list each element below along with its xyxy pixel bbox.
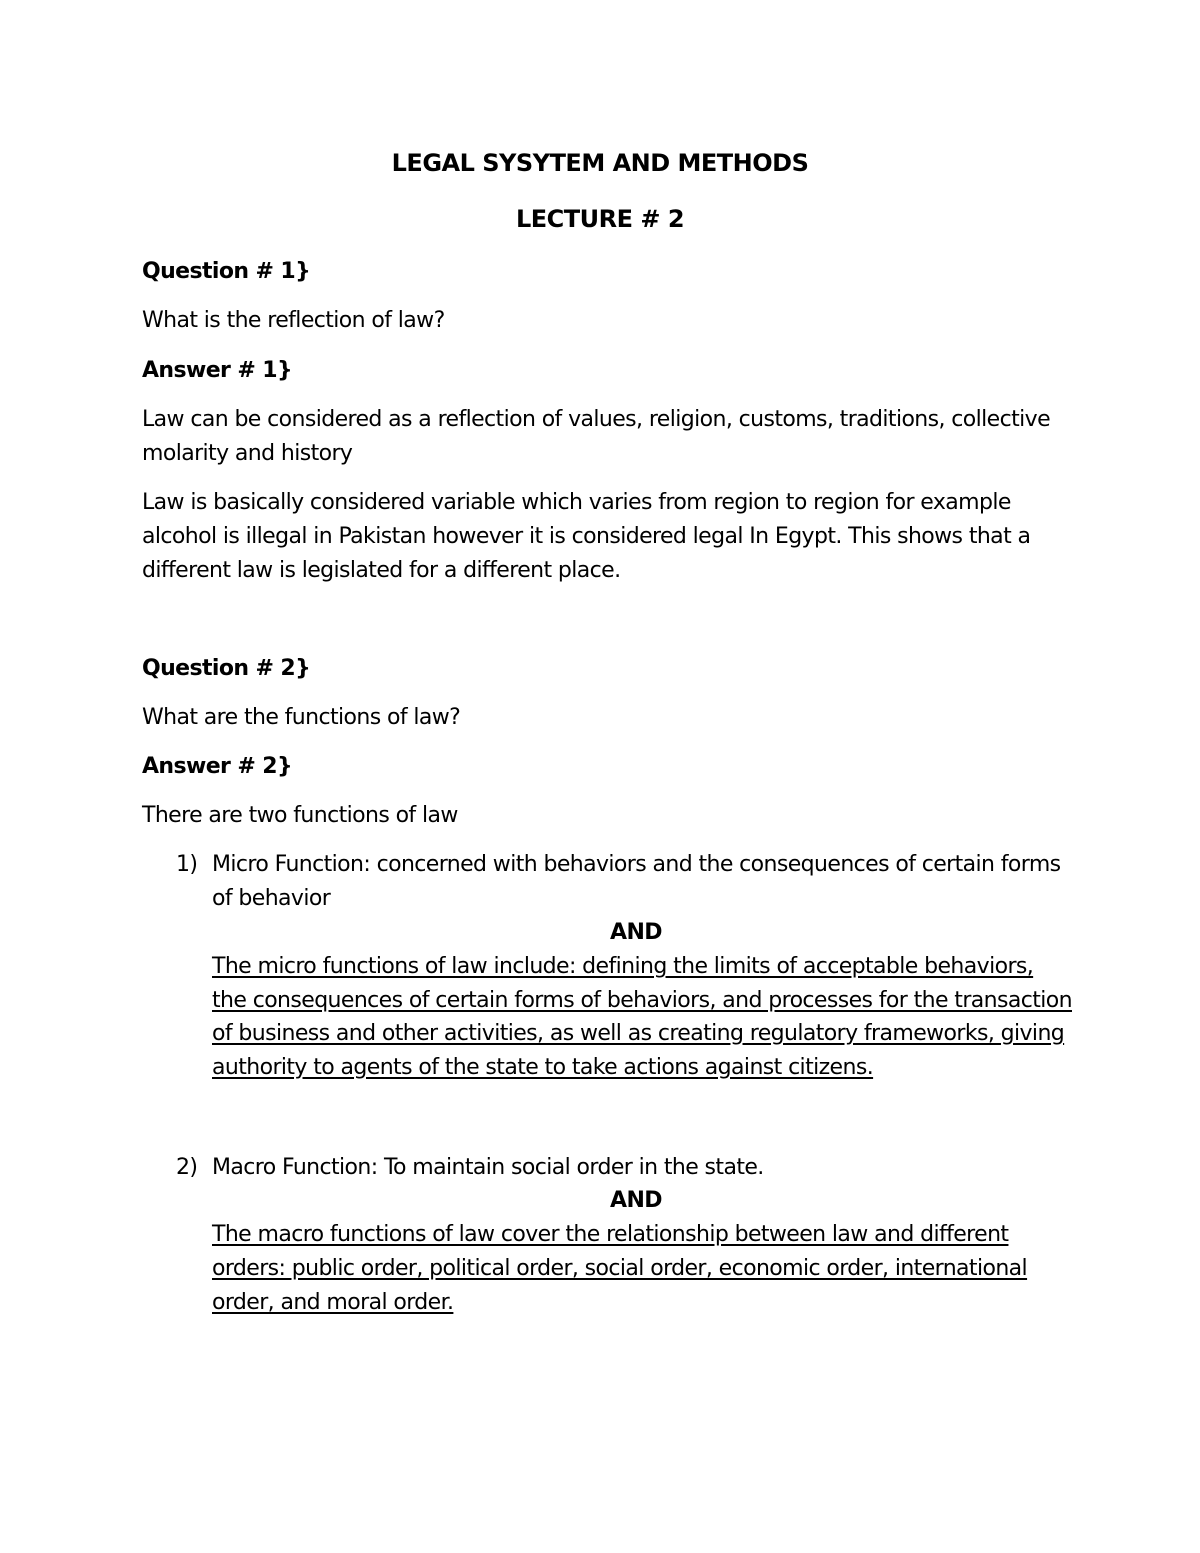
answer-1-line: alcohol is illegal in Pakistan however it is considered legal In Egypt. This shows that a — [142, 524, 1031, 549]
answer-2-label: Answer # 2} — [142, 754, 292, 779]
answer-1-line: Law is basically considered variable which varies from region to region for example — [142, 490, 1011, 515]
question-2-text: What are the functions of law? — [142, 705, 461, 730]
and-connector: AND — [610, 920, 662, 945]
answer-2-intro: There are two functions of law — [142, 803, 458, 828]
list-item-number: 2) — [176, 1155, 198, 1180]
underlined-line: the consequences of certain forms of behaviors, and processes for the transaction — [212, 988, 1072, 1013]
question-2-label: Question # 2} — [142, 656, 311, 681]
underlined-line: The micro functions of law include: defining the limits of acceptable behaviors, — [212, 954, 1034, 979]
question-1-label: Question # 1} — [142, 259, 311, 284]
answer-1-line: molarity and history — [142, 441, 353, 466]
question-1-text: What is the reflection of law? — [142, 308, 445, 333]
and-connector: AND — [610, 1188, 662, 1213]
lecture-heading: LECTURE # 2 — [515, 205, 685, 233]
answer-1-line: different law is legislated for a different place. — [142, 558, 621, 583]
underlined-line: authority to agents of the state to take actions against citizens. — [212, 1055, 874, 1080]
underlined-line: of business and other activities, as well as creating regulatory frameworks, giving — [212, 1021, 1065, 1046]
underlined-line: orders: public order, political order, social order, economic order, international — [212, 1256, 1028, 1281]
underlined-line: The macro functions of law cover the relationship between law and different — [212, 1222, 1009, 1247]
answer-1-label: Answer # 1} — [142, 358, 292, 383]
list-item-line: Macro Function: To maintain social order in the state. — [212, 1155, 764, 1180]
underlined-line: order, and moral order. — [212, 1290, 454, 1315]
answer-1-line: Law can be considered as a reflection of values, religion, customs, traditions, collective — [142, 407, 1051, 432]
list-item-line: of behavior — [212, 886, 331, 911]
document-title: LEGAL SYSYTEM AND METHODS — [391, 149, 809, 177]
list-item-number: 1) — [176, 852, 198, 877]
list-item-line: Micro Function: concerned with behaviors and the consequences of certain forms — [212, 852, 1061, 877]
